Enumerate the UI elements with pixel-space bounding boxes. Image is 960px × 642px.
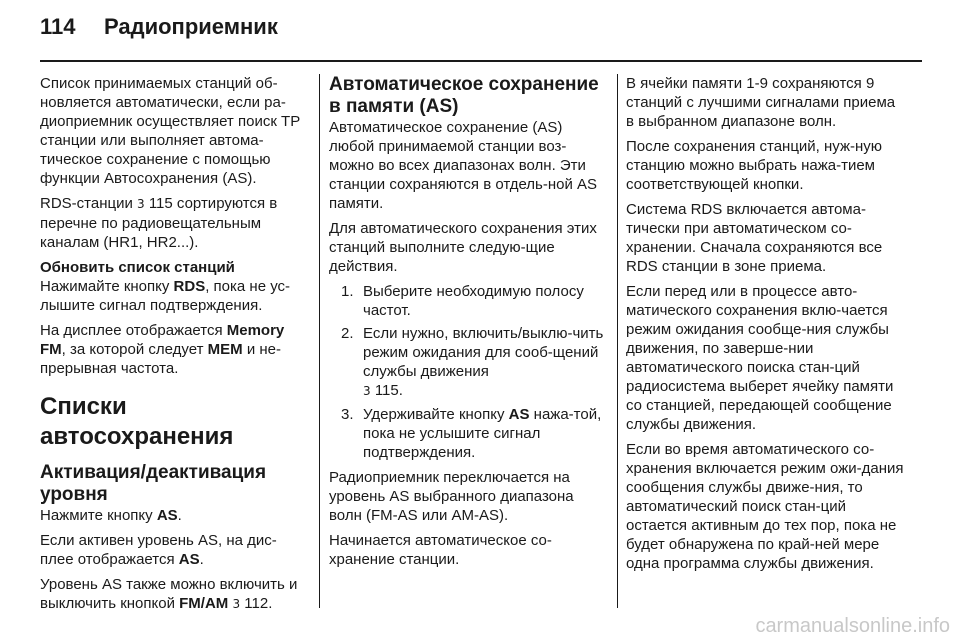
text: , пока не ус-лышите сигнал подтверждения. bbox=[40, 278, 291, 314]
key-label: AS bbox=[156, 507, 178, 524]
page-ref[interactable]: 112 bbox=[244, 595, 269, 612]
paragraph bbox=[40, 575, 310, 614]
text: . bbox=[398, 382, 403, 399]
text: и не-прерывная частота. bbox=[40, 341, 281, 377]
paragraph bbox=[40, 277, 310, 315]
text: , за которой следует bbox=[61, 341, 208, 358]
text: . bbox=[268, 595, 273, 612]
text: RDS-станции bbox=[40, 195, 138, 212]
paragraph: После сохранения станций, нуж-ную станцию можно выбрать нажа-тием соответствующей кнопки. bbox=[626, 138, 883, 193]
paragraph: Радиоприемник переключается на уровень AS выбранного диапазона волн (FM-AS или AM-AS). bbox=[329, 469, 574, 524]
text: . bbox=[199, 551, 204, 568]
text: нажа-той, пока не услышите сигнал подтверждения. bbox=[363, 406, 602, 461]
paragraph: В ячейки памяти 1-9 сохраняются 9 станций с лучшими сигналами приема в выбранном диапазоне волн. bbox=[626, 75, 896, 130]
text: Нажимайте кнопку bbox=[40, 278, 174, 295]
paragraph: Список принимаемых станций об-новляется автоматически, если ра-диоприемник осуществляет поиск ТР станции или выполняет автома-тическое сохранение с помощью функции Автосохранения (AS). bbox=[40, 75, 301, 187]
arrow-ref-icon: 3 bbox=[363, 384, 371, 398]
page-ref[interactable]: 115 bbox=[374, 382, 399, 399]
key-label: MEM bbox=[207, 341, 243, 358]
text: Уровень AS также можно включить и выключить кнопкой bbox=[40, 576, 298, 612]
paragraph: Если перед или в процессе авто-матического сохранения вклю-чается режим ожидания сообще-ния службы движения, по заверше-нии автоматического поиска стан-ций радиосистема выберет ячейку памяти со станцией, передающей сообщение службы движения. bbox=[626, 283, 894, 433]
list-item bbox=[329, 405, 609, 462]
column-2 bbox=[329, 74, 609, 575]
text: Нажмите кнопку bbox=[40, 507, 157, 524]
paragraph bbox=[40, 321, 310, 378]
key-label: FM/AM bbox=[179, 595, 229, 612]
paragraph bbox=[40, 194, 310, 252]
text: Если активен уровень AS, на дис-плее отображается bbox=[40, 532, 277, 568]
text: . bbox=[177, 507, 182, 524]
key-label: RDS bbox=[173, 278, 206, 295]
key-label: AS bbox=[508, 406, 530, 423]
paragraph: Начинается автоматическое со-хранение станции. bbox=[329, 532, 552, 568]
text: Удерживайте кнопку bbox=[363, 406, 509, 423]
text: На дисплее отображается bbox=[40, 322, 227, 339]
step-number: 2. bbox=[341, 325, 354, 342]
page-header bbox=[40, 14, 278, 54]
watermark: carmanualsonline.info bbox=[755, 615, 950, 637]
column-1 bbox=[40, 74, 310, 620]
step-number: 1. bbox=[341, 283, 354, 300]
arrow-ref-icon: 3 bbox=[232, 597, 241, 611]
header-rule bbox=[40, 60, 922, 62]
section-heading: Списки автосохранения bbox=[40, 393, 234, 450]
page-title: Радиоприемник bbox=[104, 14, 278, 39]
paragraph bbox=[40, 531, 310, 569]
text: сортируются в перечне по радиовещательным каналам (HR1, HR2...). bbox=[40, 195, 278, 251]
page-ref[interactable]: 115 bbox=[148, 195, 173, 212]
subsection-heading: Активация/деактивация уровня bbox=[40, 462, 267, 505]
paragraph bbox=[40, 506, 310, 525]
arrow-ref-icon: 3 bbox=[137, 197, 145, 211]
paragraph: Для автоматического сохранения этих станций выполните следую-щие действия. bbox=[329, 220, 597, 275]
paragraph: Система RDS включается автома-тически при автоматическом со-хранении. Сначала сохраняются все RDS станции в зоне приема. bbox=[626, 201, 883, 275]
text: Если нужно, включить/выклю-чить режим ожидания для сооб-щений службы движения bbox=[363, 325, 604, 380]
column-divider-1 bbox=[319, 74, 320, 608]
step-number: 3. bbox=[341, 406, 354, 423]
subheading-update-list: Обновить список станций bbox=[40, 259, 235, 276]
key-label: Memory FM bbox=[40, 322, 285, 358]
paragraph: Автоматическое сохранение (AS) любой принимаемой станции воз-можно во всех диапазонах волн. Эти станции сохраняются в отдель-ной AS памяти. bbox=[329, 119, 598, 212]
list-item bbox=[329, 282, 609, 320]
page-number: 114 bbox=[40, 14, 76, 39]
key-label: AS bbox=[178, 551, 200, 568]
steps-list bbox=[329, 282, 609, 462]
column-3 bbox=[626, 74, 906, 579]
column-divider-2 bbox=[617, 74, 618, 608]
text: Выберите необходимую полосу частот. bbox=[363, 283, 584, 319]
list-item bbox=[329, 324, 609, 401]
subsection-heading: Автоматическое сохранение в памяти (AS) bbox=[329, 74, 599, 117]
paragraph: Если во время автоматического со-хранения включается режим ожи-дания сообщения службы движе-ния, то автоматический поиск стан-ций остается активным до тех пор, пока не будет обнаружена по край-ней мере одна программа службы движения. bbox=[626, 441, 904, 572]
